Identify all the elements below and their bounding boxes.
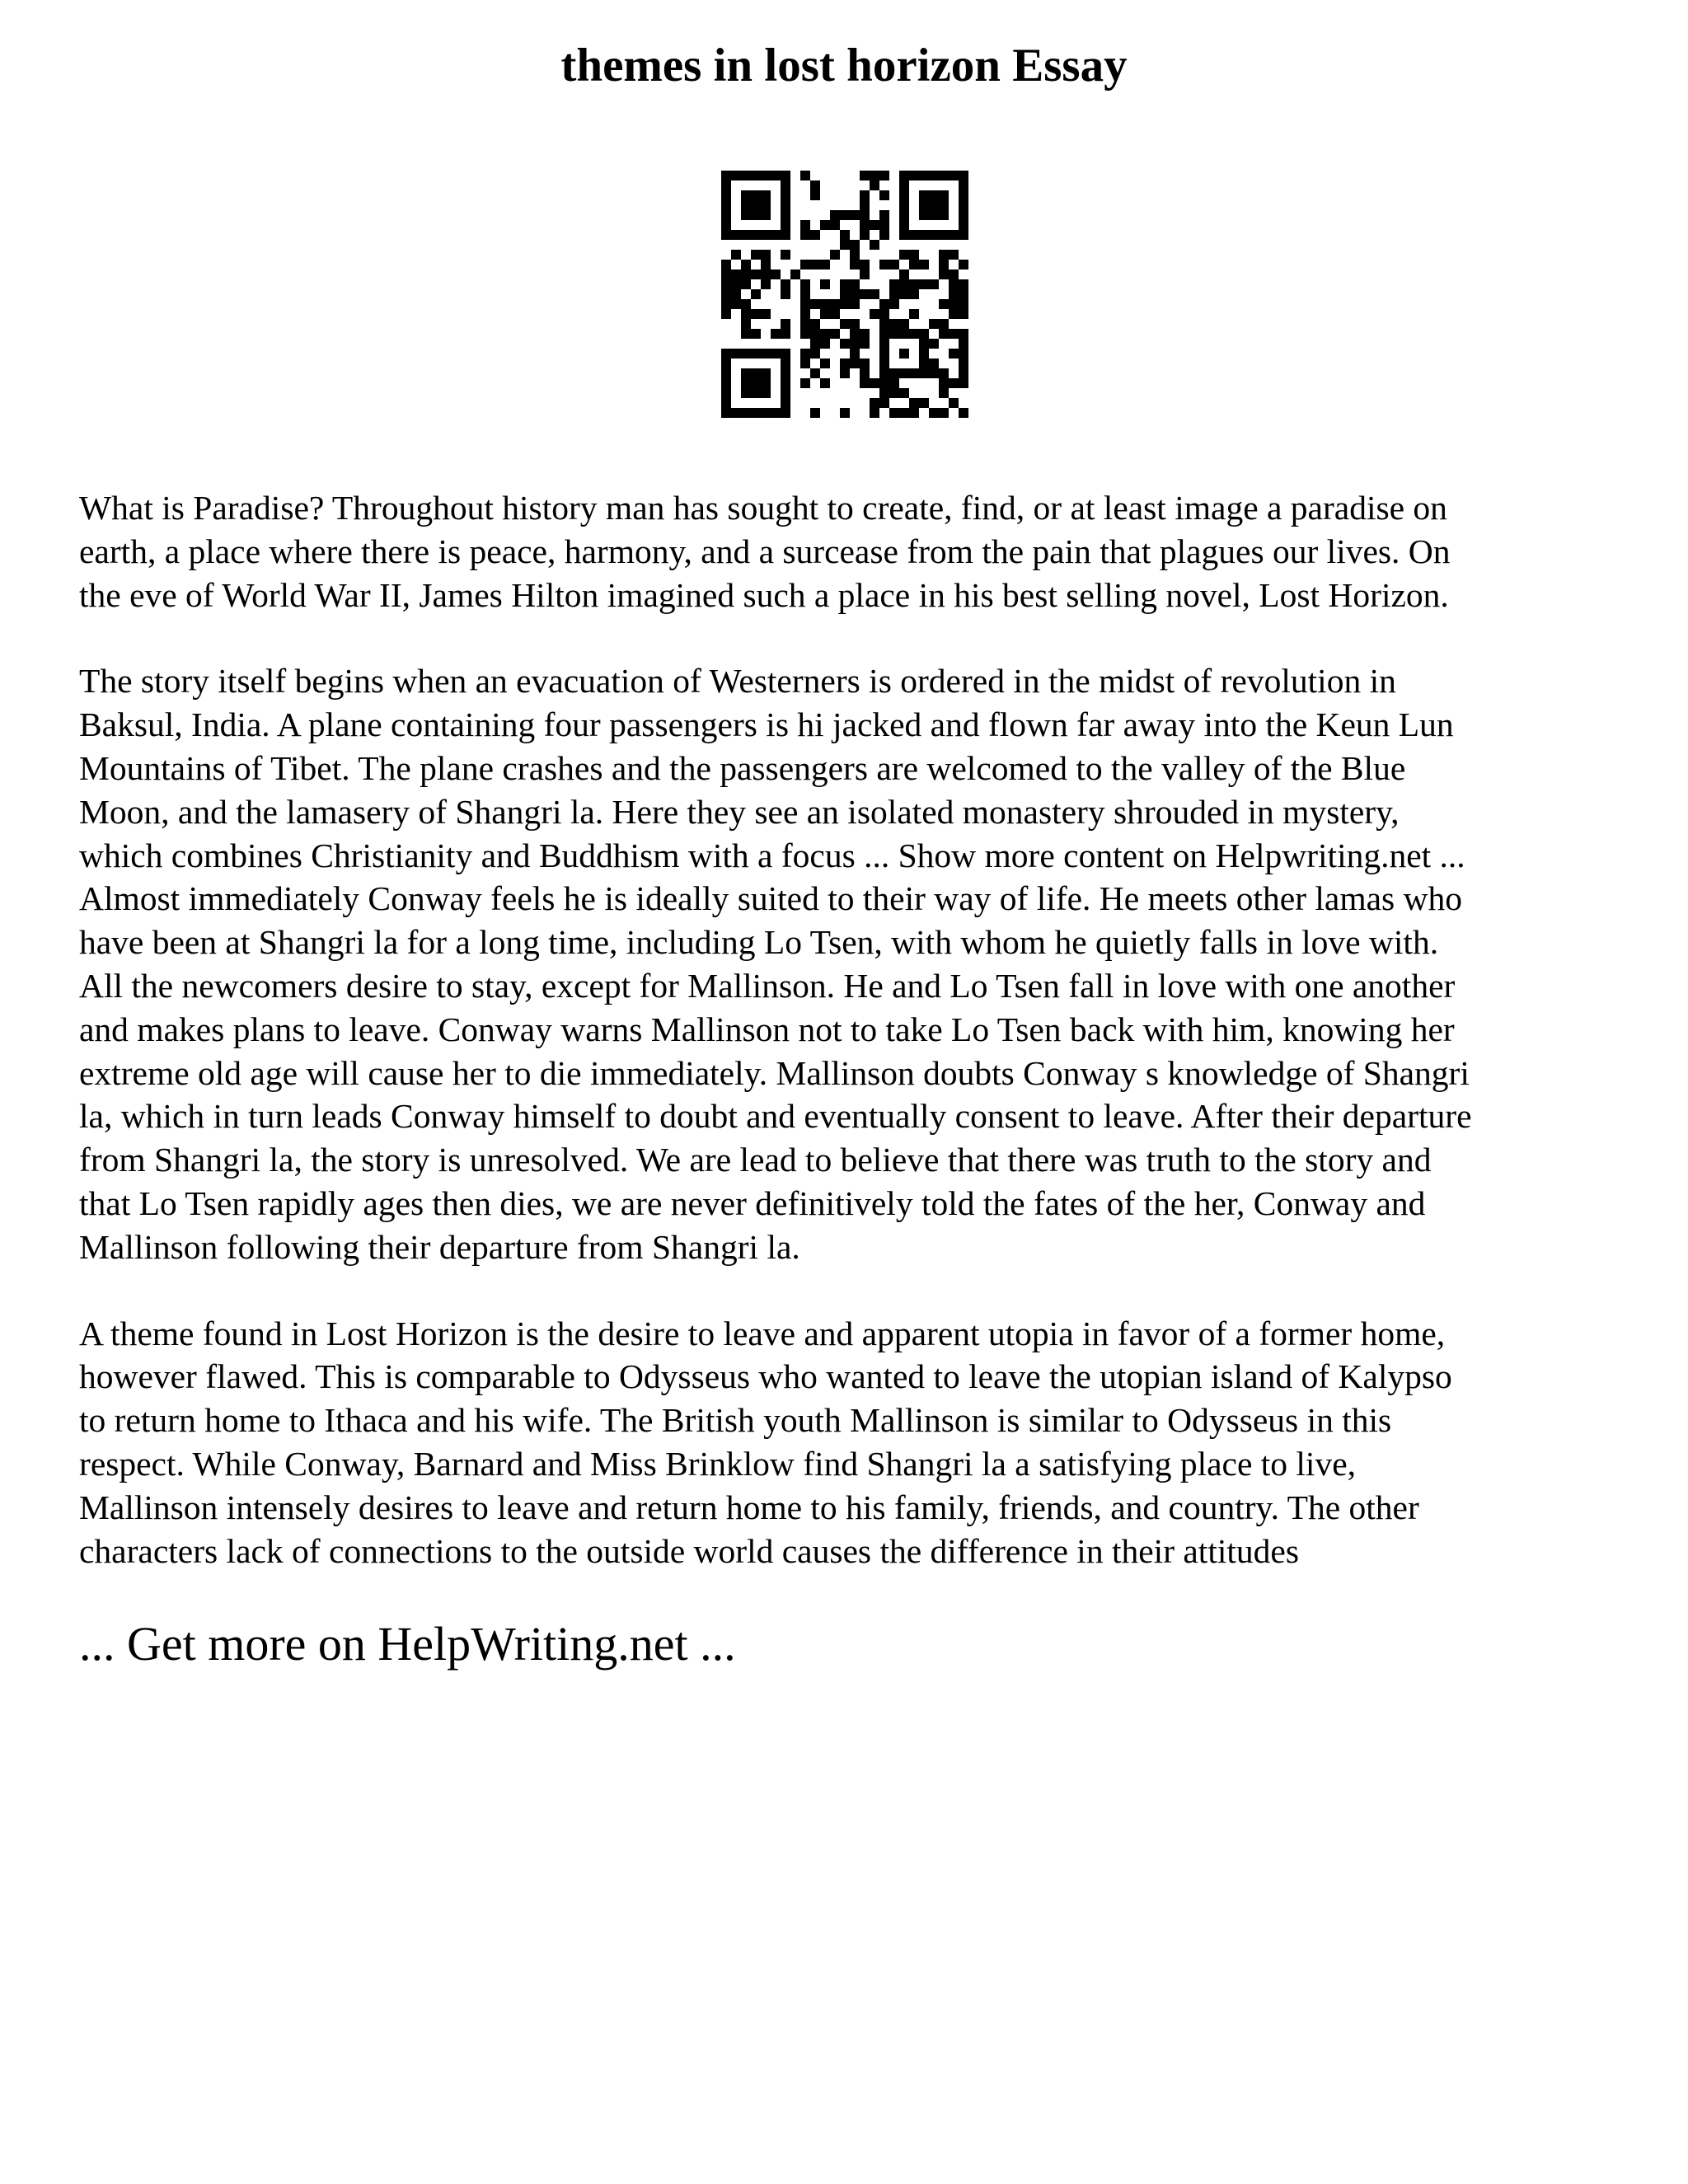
paragraph-line: All the newcomers desire to stay, except for Mallinson. He and Lo Tsen fall in love with one another	[79, 966, 1456, 1005]
paragraph-line: the eve of World War II, James Hilton imagined such a place in his best selling novel, Lost Horizon.	[79, 575, 1449, 614]
paragraph-line: to return home to Ithaca and his wife. The British youth Mallinson is similar to Odysseus in this	[79, 1401, 1392, 1440]
paragraph-line: Almost immediately Conway feels he is ideally suited to their way of life. He meets other lamas who	[79, 879, 1463, 918]
paragraph-line: earth, a place where there is peace, harmony, and a surcease from the pain that plagues our lives. On	[79, 532, 1451, 570]
paragraph-line: la, which in turn leads Conway himself to doubt and eventually consent to leave. After their departure	[79, 1097, 1472, 1136]
paragraph-line: characters lack of connections to the outside world causes the difference in their attitudes	[79, 1531, 1299, 1570]
paragraph-line: from Shangri la, the story is unresolved. We are lead to believe that there was truth to the story and	[79, 1141, 1432, 1179]
paragraph-line: which combines Christianity and Buddhism with a focus ... Show more content on Helpwriting.net ...	[79, 836, 1465, 874]
paragraph-line: Mallinson intensely desires to leave and return home to his family, friends, and country. The other	[79, 1488, 1419, 1526]
paragraph-line: Baksul, India. A plane containing four passengers is hi jacked and flown far away into the Keun Lun	[79, 705, 1454, 744]
paragraph-line: have been at Shangri la for a long time, including Lo Tsen, with whom he quietly falls in love with.	[79, 923, 1439, 962]
page-title: themes in lost horizon Essay	[560, 40, 1128, 91]
paragraph-theme	[79, 1312, 1629, 1573]
paragraph-line: Mallinson following their departure from Shangri la.	[79, 1227, 800, 1266]
qr-code-icon	[721, 171, 968, 418]
paragraph-line: respect. While Conway, Barnard and Miss Brinklow find Shangri la a satisfying place to live,	[79, 1444, 1356, 1483]
get-more-link[interactable]: ... Get more on HelpWriting.net ...	[79, 1617, 736, 1671]
essay-body	[79, 486, 1629, 1673]
paragraph-story	[79, 659, 1629, 1268]
paragraph-line: Mountains of Tibet. The plane crashes and the passengers are welcomed to the valley of the Blue	[79, 748, 1406, 787]
paragraph-line: What is Paradise? Throughout history man has sought to create, find, or at least image a paradise on	[79, 489, 1447, 527]
paragraph-line: that Lo Tsen rapidly ages then dies, we are never definitively told the fates of the her, Conway and	[79, 1183, 1426, 1222]
paragraph-intro	[79, 486, 1629, 616]
paragraph-line: A theme found in Lost Horizon is the desire to leave and apparent utopia in favor of a former home,	[79, 1314, 1446, 1352]
paragraph-line: extreme old age will cause her to die immediately. Mallinson doubts Conway s knowledge of Shangri	[79, 1053, 1470, 1092]
paragraph-line: however flawed. This is comparable to Odysseus who wanted to leave the utopian island of Kalypso	[79, 1357, 1452, 1396]
paragraph-line: The story itself begins when an evacuation of Westerners is ordered in the midst of revolution in	[79, 662, 1396, 701]
paragraph-line: Moon, and the lamasery of Shangri la. Here they see an isolated monastery shrouded in mystery,	[79, 792, 1400, 831]
paragraph-line: and makes plans to leave. Conway warns Mallinson not to take Lo Tsen back with him, knowing her	[79, 1010, 1455, 1048]
